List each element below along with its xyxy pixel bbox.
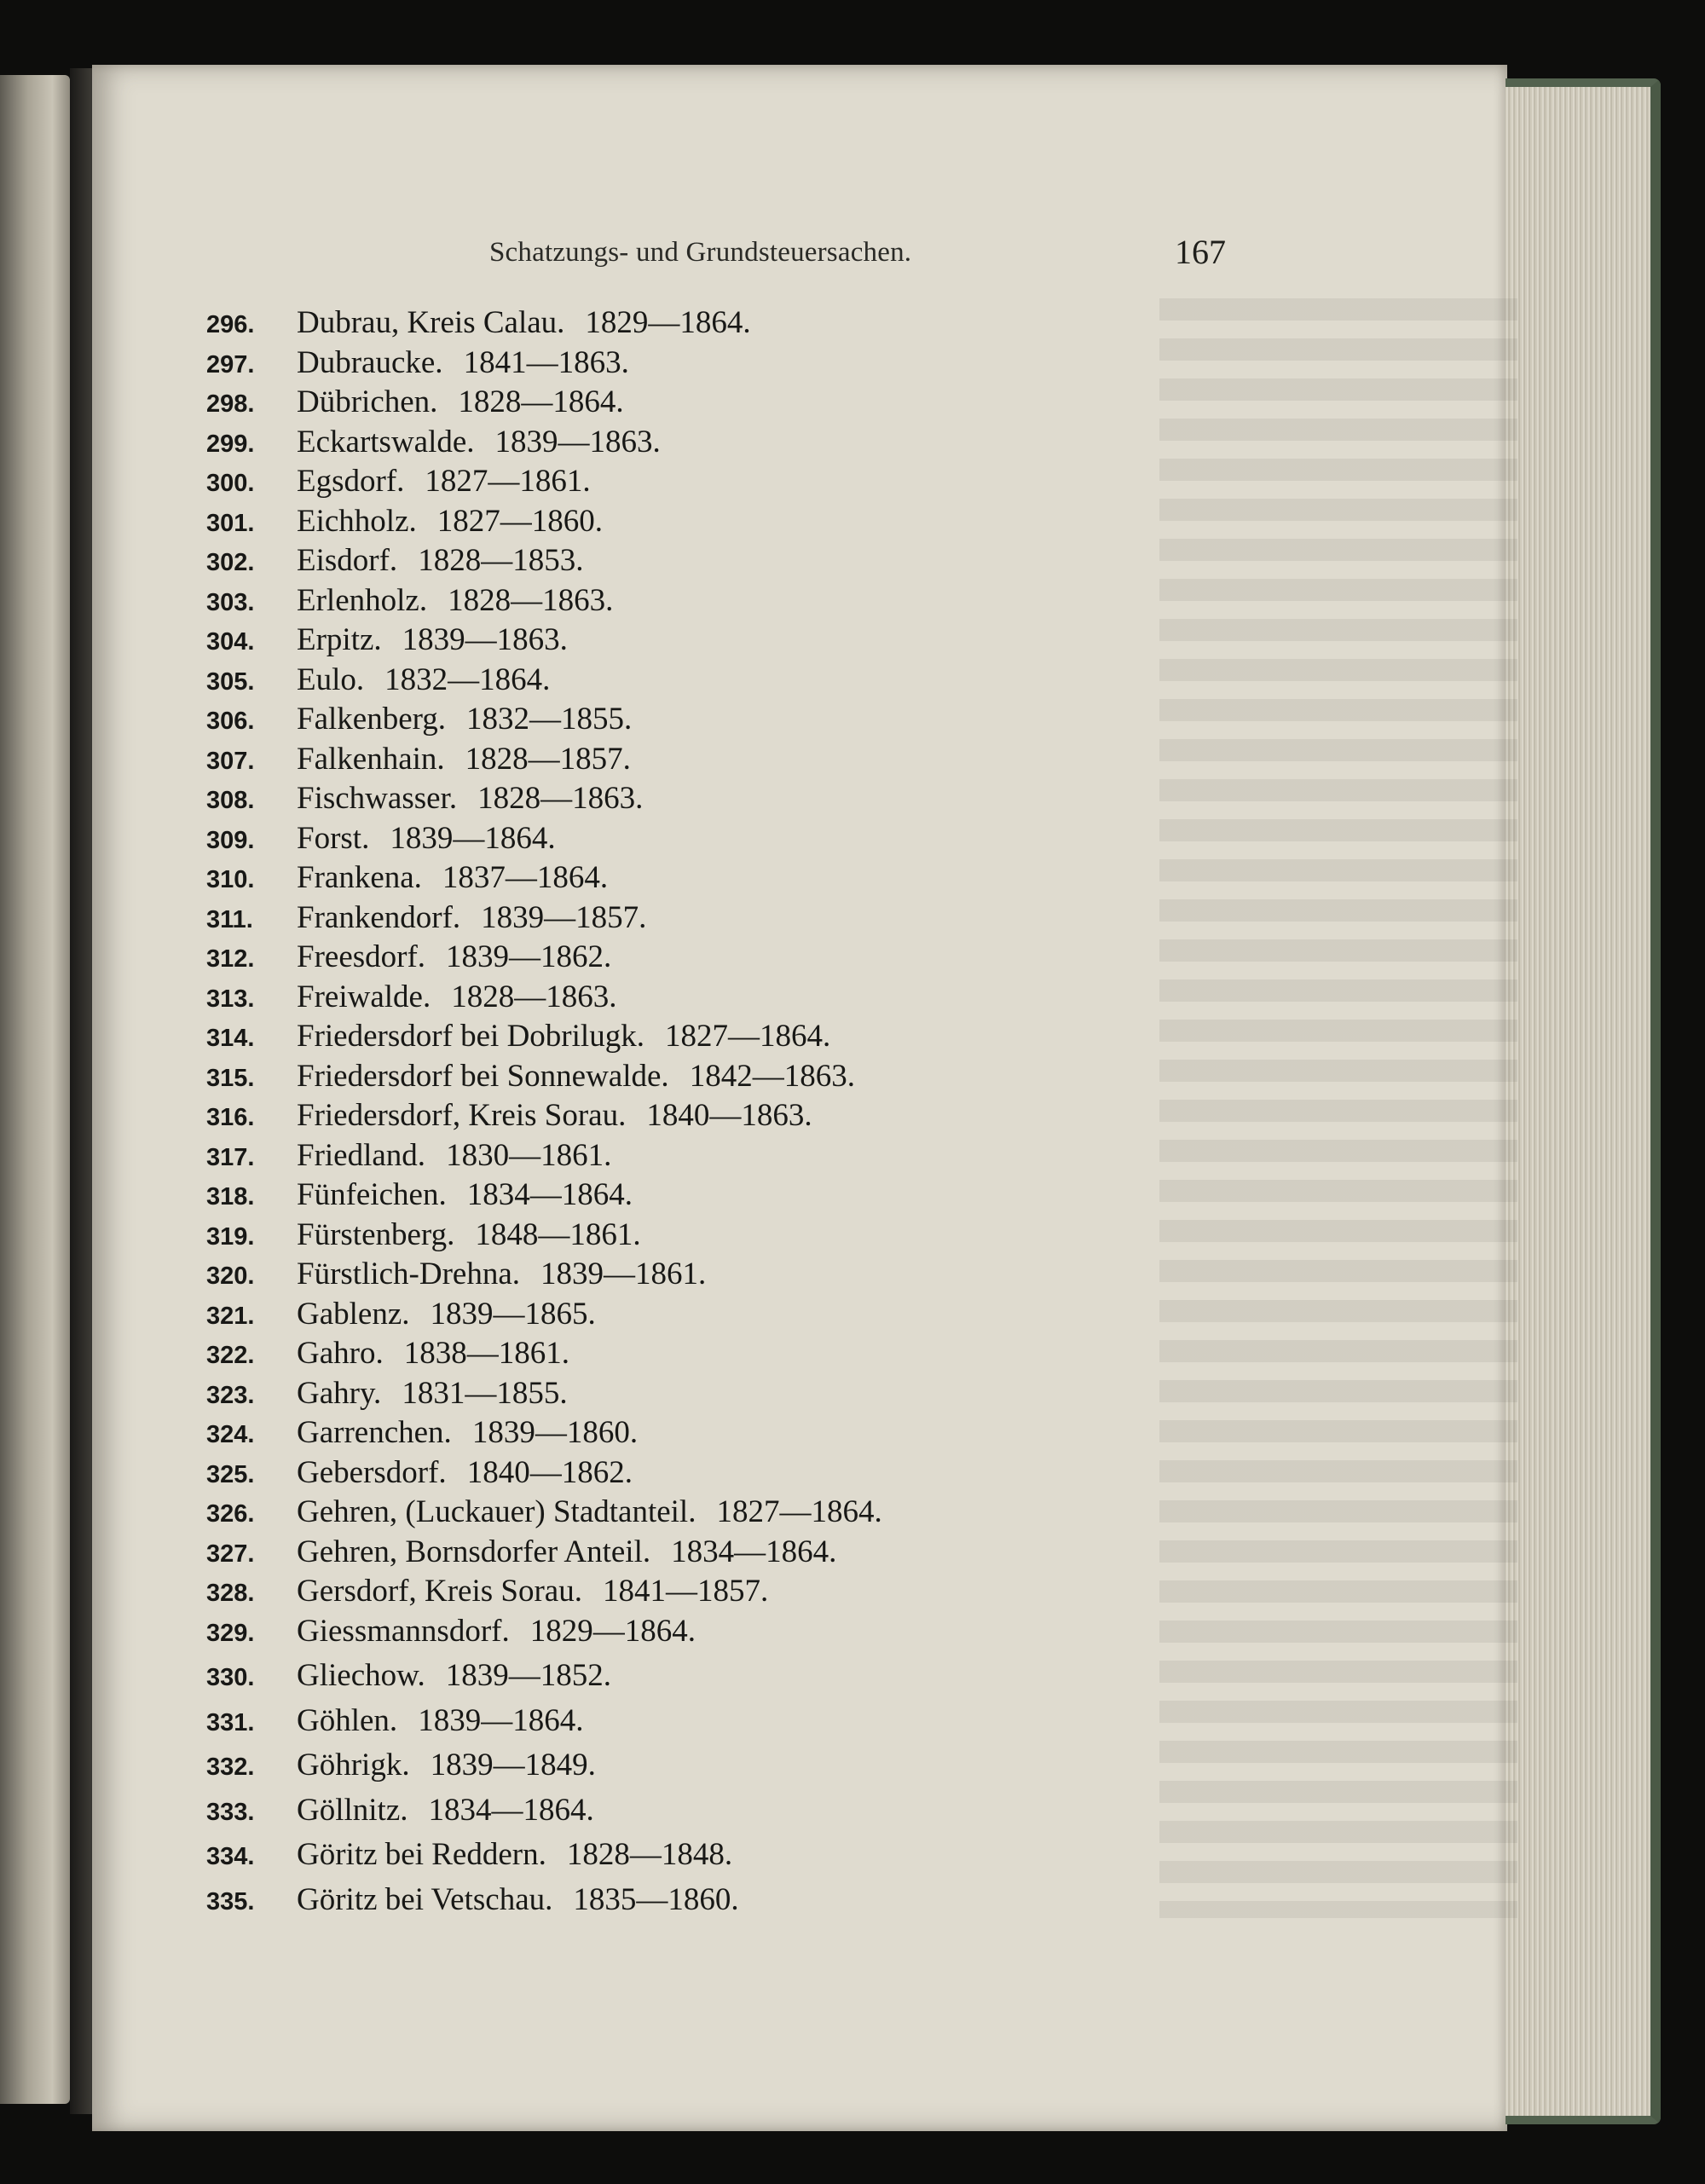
entry-years: 1830—1861.: [446, 1138, 612, 1173]
list-item: [206, 542, 583, 579]
entry-number: 320.: [206, 1262, 255, 1290]
list-item: [206, 384, 624, 420]
entry-years: 1841—1863.: [463, 345, 629, 380]
entry-place-name: Friedersdorf bei Sonnewalde.: [297, 1059, 669, 1094]
list-item: [206, 1534, 836, 1570]
entry-place-name: Friedland.: [297, 1138, 426, 1173]
entry-number: 308.: [206, 787, 255, 814]
entry-years: 1839—1849.: [430, 1748, 596, 1782]
entry-number: 307.: [206, 748, 255, 775]
entry-number: 302.: [206, 549, 255, 576]
entry-number: 304.: [206, 628, 255, 656]
entry-place-name: Gehren, (Luckauer) Stadtanteil.: [297, 1494, 696, 1529]
list-item: [206, 582, 613, 619]
entry-years: 1829—1864.: [529, 1614, 696, 1649]
entry-years: 1828—1848.: [566, 1837, 733, 1872]
entry-number: 319.: [206, 1223, 255, 1251]
entry-years: 1839—1862.: [446, 939, 612, 974]
entry-number: 311.: [206, 906, 253, 933]
list-item: [206, 424, 661, 460]
entry-years: 1829—1864.: [585, 305, 751, 340]
list-item: [206, 979, 616, 1015]
entry-years: 1839—1857.: [481, 900, 647, 935]
entry-number: 309.: [206, 827, 255, 854]
entry-years: 1835—1860.: [573, 1882, 739, 1917]
entry-place-name: Giessmannsdorf.: [297, 1614, 510, 1649]
entry-years: 1838—1861.: [403, 1336, 569, 1371]
list-item: [206, 1256, 706, 1292]
entry-number: 325.: [206, 1461, 255, 1488]
entry-place-name: Forst.: [297, 821, 370, 856]
entry-number: 296.: [206, 311, 255, 338]
entry-number: 334.: [206, 1843, 255, 1870]
entry-place-name: Erpitz.: [297, 622, 382, 657]
entry-place-name: Gersdorf, Kreis Sorau.: [297, 1574, 582, 1609]
page-block-edges: [1506, 78, 1661, 2124]
list-item: [206, 1747, 596, 1783]
entry-place-name: Garrenchen.: [297, 1415, 452, 1450]
list-item: [206, 1494, 882, 1530]
entry-number: 305.: [206, 668, 255, 696]
entry-place-name: Göritz bei Vetschau.: [297, 1882, 553, 1917]
list-item: [206, 1657, 611, 1694]
entry-years: 1828—1863.: [448, 583, 614, 618]
entry-place-name: Egsdorf.: [297, 464, 405, 499]
list-item: [206, 1702, 583, 1739]
facing-page-edge: [0, 75, 70, 2104]
list-item: [206, 1792, 594, 1829]
list-item: [206, 1137, 611, 1174]
entry-years: 1828—1864.: [458, 384, 624, 419]
entry-place-name: Dübrichen.: [297, 384, 438, 419]
entry-years: 1839—1861.: [540, 1257, 707, 1291]
list-item: [206, 780, 643, 817]
entry-years: 1841—1857.: [602, 1574, 769, 1609]
entry-number: 317.: [206, 1144, 255, 1171]
entry-place-name: Gliechow.: [297, 1658, 425, 1693]
entry-number: 303.: [206, 589, 255, 616]
entry-years: 1848—1861.: [475, 1217, 641, 1252]
entry-number: 313.: [206, 985, 255, 1013]
entry-number: 318.: [206, 1183, 255, 1210]
entry-years: 1839—1852.: [445, 1658, 611, 1693]
entry-years: 1832—1855.: [466, 702, 633, 737]
list-item: [206, 1296, 596, 1332]
entry-number: 300.: [206, 470, 255, 497]
entry-number: 312.: [206, 945, 255, 973]
entry-number: 333.: [206, 1799, 255, 1826]
entry-number: 326.: [206, 1500, 255, 1528]
list-item: [206, 1335, 569, 1372]
list-item: [206, 1375, 568, 1412]
list-item: [206, 1881, 739, 1918]
entry-number: 315.: [206, 1065, 255, 1092]
entry-years: 1827—1864.: [716, 1494, 882, 1529]
entry-number: 316.: [206, 1104, 255, 1131]
list-item: [206, 820, 556, 857]
entry-place-name: Eisdorf.: [297, 543, 398, 578]
entry-years: 1840—1863.: [646, 1098, 812, 1133]
list-item: [206, 1176, 633, 1213]
entry-place-name: Dubrau, Kreis Calau.: [297, 305, 565, 340]
list-item: [206, 662, 550, 698]
entry-number: 297.: [206, 351, 255, 378]
entry-place-name: Dubraucke.: [297, 345, 443, 380]
entry-number: 299.: [206, 430, 255, 458]
entry-place-name: Fünfeichen.: [297, 1177, 447, 1212]
entry-place-name: Friedersdorf, Kreis Sorau.: [297, 1098, 627, 1133]
entry-number: 322.: [206, 1342, 255, 1369]
entry-years: 1828—1863.: [451, 979, 617, 1014]
list-item: [206, 1097, 812, 1134]
page-number: 167: [1175, 233, 1226, 271]
entry-years: 1828—1853.: [418, 543, 584, 578]
entry-years: 1842—1863.: [689, 1059, 855, 1094]
entry-number: 330.: [206, 1664, 255, 1691]
entry-number: 335.: [206, 1888, 255, 1915]
entry-number: 327.: [206, 1540, 255, 1568]
list-item: [206, 1018, 830, 1054]
entry-number: 323.: [206, 1382, 255, 1409]
entry-number: 298.: [206, 390, 255, 418]
entry-place-name: Göhrigk.: [297, 1748, 410, 1782]
entry-place-name: Freiwalde.: [297, 979, 431, 1014]
entry-years: 1839—1865.: [430, 1297, 596, 1332]
running-title: Schatzungs- und Grundsteuersachen.: [489, 237, 912, 268]
entry-place-name: Friedersdorf bei Dobrilugk.: [297, 1019, 644, 1054]
entry-years: 1834—1864.: [671, 1534, 837, 1569]
entry-years: 1839—1864.: [418, 1703, 584, 1738]
list-item: [206, 939, 611, 975]
entry-number: 301.: [206, 510, 255, 537]
entry-years: 1839—1863.: [402, 622, 568, 657]
entry-place-name: Falkenberg.: [297, 702, 447, 737]
entry-place-name: Göhlen.: [297, 1703, 398, 1738]
entry-years: 1840—1862.: [466, 1455, 633, 1490]
entry-years: 1827—1860.: [436, 504, 604, 539]
entry-years: 1834—1864.: [466, 1177, 633, 1212]
entry-number: 314.: [206, 1025, 255, 1052]
list-item: [206, 1216, 641, 1253]
entry-years: 1827—1861.: [425, 464, 591, 499]
entry-number: 329.: [206, 1620, 255, 1647]
entry-place-name: Göritz bei Reddern.: [297, 1837, 546, 1872]
list-item: [206, 859, 608, 896]
entry-years: 1839—1860.: [471, 1415, 639, 1450]
entry-number: 328.: [206, 1580, 255, 1607]
entry-number: 321.: [206, 1303, 255, 1330]
list-item: [206, 741, 631, 777]
entry-number: 324.: [206, 1421, 255, 1448]
entry-years: 1839—1863.: [494, 425, 661, 459]
entry-years: 1828—1857.: [465, 742, 631, 777]
list-item: [206, 304, 751, 341]
entry-place-name: Fischwasser.: [297, 781, 458, 816]
entry-number: 332.: [206, 1754, 255, 1781]
list-item: [206, 701, 632, 737]
entry-years: 1828—1863.: [477, 781, 644, 816]
list-item: [206, 621, 568, 658]
entry-place-name: Fürstlich-Drehna.: [297, 1257, 521, 1291]
entry-place-name: Erlenholz.: [297, 583, 428, 618]
entry-years: 1839—1864.: [390, 821, 556, 856]
list-item: [206, 899, 646, 936]
list-item: [206, 344, 629, 381]
entry-place-name: Gebersdorf.: [297, 1455, 447, 1490]
entry-place-name: Göllnitz.: [297, 1793, 408, 1828]
entry-years: 1834—1864.: [428, 1793, 594, 1828]
entry-place-name: Gablenz.: [297, 1297, 410, 1332]
entry-place-name: Freesdorf.: [297, 939, 426, 974]
entry-place-name: Gehren, Bornsdorfer Anteil.: [297, 1534, 651, 1569]
entry-place-name: Fürstenberg.: [297, 1217, 455, 1252]
entry-place-name: Frankendorf.: [297, 900, 461, 935]
entry-number: 331.: [206, 1709, 255, 1736]
list-item: [206, 1613, 696, 1650]
entry-place-name: Eichholz.: [297, 504, 417, 539]
entry-years: 1837—1864.: [442, 860, 609, 895]
entry-years: 1827—1864.: [664, 1019, 831, 1054]
entry-years: 1832—1864.: [384, 662, 551, 697]
entry-place-name: Gahro.: [297, 1336, 384, 1371]
entry-place-name: Gahry.: [297, 1376, 382, 1411]
entry-place-name: Frankena.: [297, 860, 422, 895]
list-item: [206, 1454, 633, 1491]
entry-years: 1831—1855.: [402, 1376, 568, 1411]
list-item: [206, 463, 591, 500]
entry-number: 310.: [206, 866, 255, 893]
list-item: [206, 1058, 855, 1095]
list-item: [206, 503, 603, 540]
entry-place-name: Eulo.: [297, 662, 365, 697]
list-item: [206, 1836, 732, 1873]
list-item: [206, 1573, 768, 1609]
entry-place-name: Eckartswalde.: [297, 425, 475, 459]
entry-place-name: Falkenhain.: [297, 742, 445, 777]
entry-number: 306.: [206, 708, 255, 735]
list-item: [206, 1414, 638, 1451]
